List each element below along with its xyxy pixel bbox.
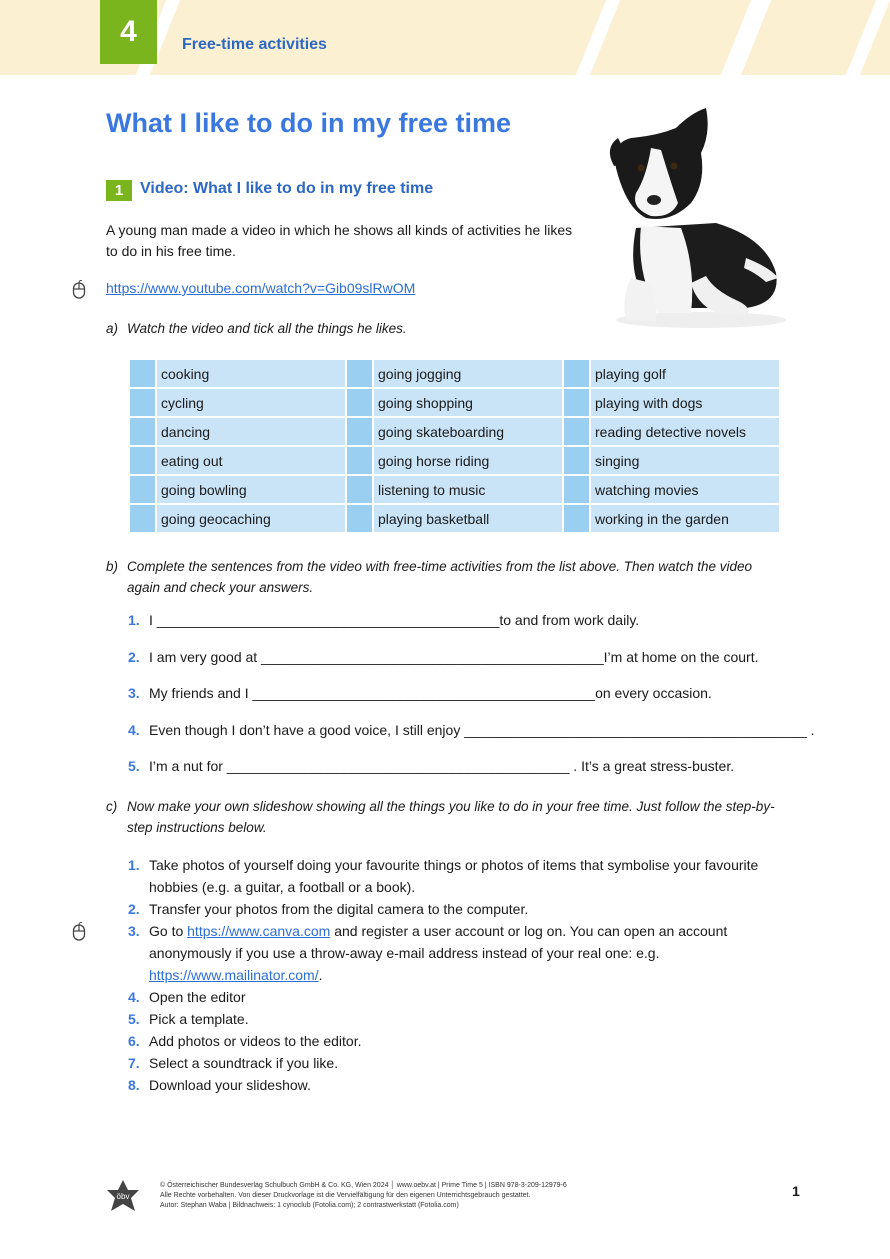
footer-line: Alle Rechte vorbehalten. Von dieser Druckvorlage ist die Vervielfältigung für den eigenen Unterrichtsgebrauch gestattet. <box>160 1192 531 1199</box>
exercise-intro: A young man made a video in which he shows all kinds of activities he likes to do in his free time. <box>106 222 573 259</box>
task-b <box>106 556 776 598</box>
sentence-list <box>128 612 815 795</box>
exercise-number: 1 <box>106 180 132 201</box>
activity-checkbox[interactable] <box>347 360 372 387</box>
activity-row <box>130 389 779 416</box>
sentence-item <box>128 685 808 722</box>
step-item <box>128 1074 768 1096</box>
chapter-title: Free-time activities <box>182 36 327 53</box>
step-number: 4. <box>128 989 140 1005</box>
step-item <box>128 898 768 920</box>
activity-row <box>130 505 779 532</box>
task-b-text: Complete the sentences from the video with free-time activities from the list above. Then watch the video again and check your answers. <box>127 559 753 595</box>
logo-text: öbv <box>116 1192 130 1201</box>
activity-checkbox[interactable] <box>347 418 372 445</box>
activity-checkbox[interactable] <box>564 360 589 387</box>
step-number: 5. <box>128 1011 140 1027</box>
activity-label: cooking <box>157 360 345 387</box>
sentence-number: 3. <box>128 685 140 702</box>
activity-label: reading detective novels <box>591 418 779 445</box>
activity-row <box>130 360 779 387</box>
header-stripe <box>842 0 890 75</box>
activity-checkbox[interactable] <box>347 389 372 416</box>
activity-checkbox[interactable] <box>347 476 372 503</box>
activity-label: going skateboarding <box>374 418 562 445</box>
footer-line: Autor: Stephan Waba | Bildnachweis: 1 cynoclub (Fotolia.com); 2 contrastwerkstatt (Fotolia.com) <box>160 1202 459 1209</box>
footer-text <box>160 1181 720 1211</box>
dog-photo <box>596 108 786 330</box>
page-title: What I like to do in my free time <box>106 108 512 138</box>
activity-checkbox[interactable] <box>347 447 372 474</box>
step-text-pre: Go to <box>149 923 188 939</box>
activities-table <box>128 358 781 534</box>
activity-checkbox[interactable] <box>564 418 589 445</box>
step-number: 3. <box>128 923 140 939</box>
sentence-item <box>128 758 808 795</box>
activity-label: playing with dogs <box>591 389 779 416</box>
activity-label: playing basketball <box>374 505 562 532</box>
sentence-text[interactable]: I am very good at ____________________________________________I’m at home on the court. <box>149 648 759 665</box>
video-link[interactable]: https://www.youtube.com/watch?v=Gib09slRwOM <box>106 280 416 296</box>
activity-row <box>130 447 779 474</box>
step-text: Open the editor <box>149 989 246 1005</box>
step-text-post: . <box>318 967 323 983</box>
activity-label: going jogging <box>374 360 562 387</box>
task-c-label: c) <box>106 799 118 814</box>
header-stripe <box>572 0 622 75</box>
step-item <box>128 1008 768 1030</box>
activity-label: dancing <box>157 418 345 445</box>
step-text: Take photos of yourself doing your favourite things or photos of items that symbolise your favourite hobbies (e.g. a guitar, a football or a book). <box>149 857 759 895</box>
activity-label: going geocaching <box>157 505 345 532</box>
page-number: 1 <box>792 1183 800 1199</box>
activity-checkbox[interactable] <box>564 447 589 474</box>
task-a-label: a) <box>106 321 119 336</box>
sentence-item <box>128 649 808 686</box>
sentence-number: 5. <box>128 758 140 775</box>
activity-checkbox[interactable] <box>130 418 155 445</box>
sentence-text[interactable]: I ____________________________________________to and from work daily. <box>149 612 640 628</box>
activity-label: singing <box>591 447 779 474</box>
activity-label: playing golf <box>591 360 779 387</box>
sentence-item <box>128 721 815 759</box>
header-stripe <box>717 0 773 75</box>
sentence-number: 1. <box>128 612 140 628</box>
chapter-number: 4 <box>100 0 157 64</box>
activity-label: watching movies <box>591 476 779 503</box>
step-item <box>128 1052 768 1074</box>
activity-label: eating out <box>157 447 345 474</box>
activity-checkbox[interactable] <box>130 476 155 503</box>
activity-checkbox[interactable] <box>564 505 589 532</box>
step-list <box>128 854 768 1096</box>
step-item <box>128 854 768 898</box>
step-item <box>128 1030 768 1052</box>
sentence-number: 4. <box>128 721 140 738</box>
activity-checkbox[interactable] <box>347 505 372 532</box>
activity-row <box>130 418 779 445</box>
step-text: Download your slideshow. <box>149 1077 311 1093</box>
footer-line: © Österreichischer Bundesverlag Schulbuch GmbH & Co. KG, Wien 2024 │ www.oebv.at | Prime Time 5 | ISBN 978-3-209-12979-6 <box>160 1182 567 1189</box>
step-text: Select a soundtrack if you like. <box>149 1055 339 1071</box>
activity-label: going shopping <box>374 389 562 416</box>
activity-label: cycling <box>157 389 345 416</box>
publisher-logo <box>106 1178 140 1214</box>
step-text: Transfer your photos from the digital camera to the computer. <box>149 901 529 917</box>
mouse-icon <box>72 922 86 942</box>
mailinator-link[interactable]: https://www.mailinator.com/ <box>149 967 319 983</box>
activity-checkbox[interactable] <box>130 389 155 416</box>
activity-checkbox[interactable] <box>130 447 155 474</box>
step-number: 6. <box>128 1033 140 1049</box>
activity-label: listening to music <box>374 476 562 503</box>
activity-checkbox[interactable] <box>564 476 589 503</box>
task-a-text: Watch the video and tick all the things he likes. <box>127 321 407 336</box>
canva-link[interactable]: https://www.canva.com <box>187 923 331 939</box>
mouse-icon <box>72 280 86 300</box>
task-b-label: b) <box>106 559 119 574</box>
step-number: 8. <box>128 1077 140 1093</box>
sentence-item <box>128 612 808 649</box>
sentence-text[interactable]: Even though I don’t have a good voice, I still enjoy ____________________________________________ . <box>149 721 815 738</box>
sentence-text[interactable]: I’m a nut for ____________________________________________ . It’s a great stress-buster. <box>149 758 735 775</box>
step-number: 1. <box>128 857 140 873</box>
step-number: 2. <box>128 901 140 917</box>
step-item <box>128 986 768 1008</box>
sentence-text[interactable]: My friends and I ____________________________________________on every occasion. <box>149 685 712 702</box>
activity-checkbox[interactable] <box>130 505 155 532</box>
activity-checkbox[interactable] <box>130 360 155 387</box>
activity-label: going horse riding <box>374 447 562 474</box>
step-number: 7. <box>128 1055 140 1071</box>
activity-checkbox[interactable] <box>564 389 589 416</box>
activity-label: working in the garden <box>591 505 779 532</box>
step-item <box>128 920 768 986</box>
task-c <box>106 796 776 838</box>
activity-label: going bowling <box>157 476 345 503</box>
sentence-number: 2. <box>128 648 140 665</box>
task-c-text: Now make your own slideshow showing all the things you like to do in your free time. Just follow the step-by-step instructions below. <box>127 799 775 835</box>
step-text: Pick a template. <box>149 1011 249 1027</box>
task-a <box>106 318 786 339</box>
activity-row <box>130 476 779 503</box>
step-text: Add photos or videos to the editor. <box>149 1033 362 1049</box>
step-text-mid: and register a user account or log on. You can open an account anonymously if you use a throw-away e-mail address instead of your real one: e.g. <box>149 923 728 961</box>
exercise-title: Video: What I like to do in my free time <box>140 180 434 197</box>
